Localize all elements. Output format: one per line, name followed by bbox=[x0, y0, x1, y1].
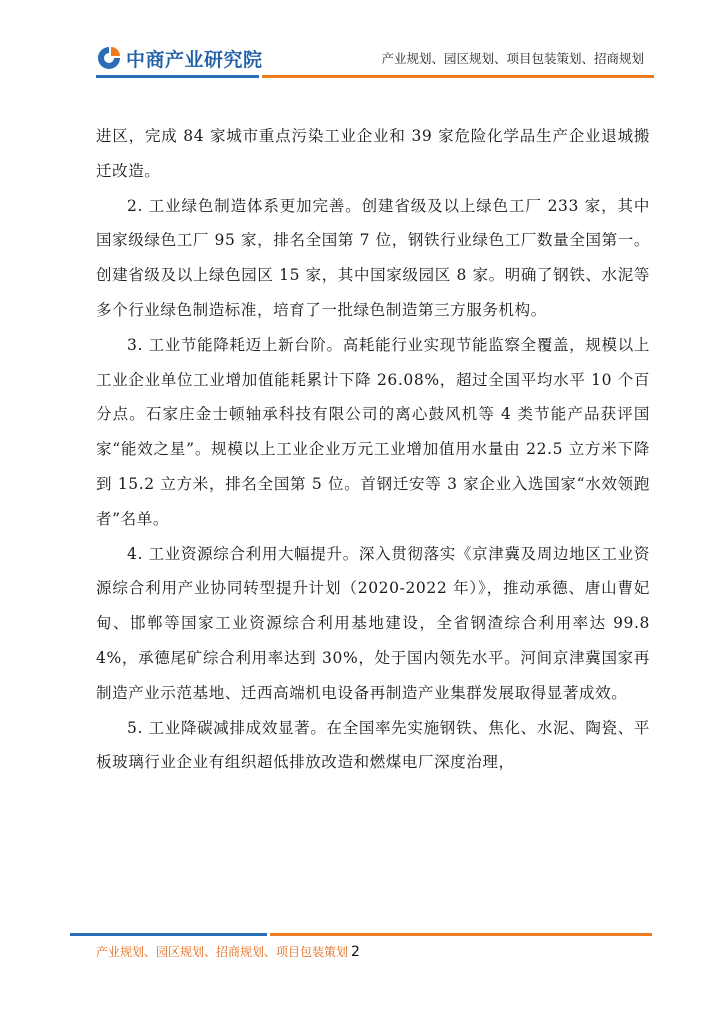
header-divider-blue bbox=[96, 75, 259, 78]
paragraph-resource-utilization: 4. 工业资源综合利用大幅提升。深入贯彻落实《京津冀及周边地区工业资源综合利用产业协同转型提升计划（2020-2022 年）》，推动承德、唐山曹妃甸、邯郸等国家工业资源综合利用基地建设，全省钢渣综合利用率达 99.84%，承德尾矿综合利用率达到 30%，处于国内领先水平。河间京津冀国家再制造产业示范基地、迁西高端机电设备再制造产业集群发展取得显著成效。 bbox=[96, 544, 650, 702]
company-logo bbox=[96, 44, 263, 72]
page-number: 2 bbox=[351, 944, 360, 960]
header-tagline: 产业规划、园区规划、项目包装策划、招商规划 bbox=[381, 51, 644, 66]
paragraph-continuation: 进区，完成 84 家城市重点污染工业企业和 39 家危险化学品生产企业退城搬迁改造。 bbox=[96, 127, 650, 180]
document-body bbox=[96, 119, 650, 780]
footer-tagline: 产业规划、园区规划、招商规划、项目包装策划 bbox=[96, 945, 349, 959]
page-header bbox=[0, 0, 724, 82]
paragraph-green-manufacturing: 2. 工业绿色制造体系更加完善。创建省级及以上绿色工厂 233 家，其中国家级绿色工厂 95 家，排名全国第 7 位，钢铁行业绿色工厂数量全国第一。创建省级及以上绿色园区 15 家，其中国家级园区 8 家。明确了钢铁、水泥等多个行业绿色制造标准，培育了一批绿色制造第三方服务机构。 bbox=[96, 196, 650, 319]
header-divider-orange bbox=[262, 75, 654, 78]
logo-text: 中商产业研究院 bbox=[126, 48, 263, 71]
footer-divider-orange bbox=[270, 933, 652, 936]
paragraph-carbon-reduction: 5. 工业降碳减排成效显著。在全国率先实施钢铁、焦化、水泥、陶瓷、平板玻璃行业企业有组织超低排放改造和燃煤电厂深度治理， bbox=[96, 718, 650, 772]
footer-divider-blue bbox=[70, 933, 267, 936]
logo-mark-icon bbox=[96, 45, 122, 71]
page-footer bbox=[96, 943, 360, 960]
paragraph-energy-saving: 3. 工业节能降耗迈上新台阶。高耗能行业实现节能监察全覆盖，规模以上工业企业单位工业增加值能耗累计下降 26.08%，超过全国平均水平 10 个百分点。石家庄金士顿轴承科技有限公司的离心鼓风机等 4 类节能产品获评国家“能效之星”。规模以上工业企业万元工业增加值用水量由 22.5 立方米下降到 15.2 立方米，排名全国第 5 位。首钢迁安等 3 家企业入选国家“水效领跑者”名单。 bbox=[96, 335, 650, 528]
